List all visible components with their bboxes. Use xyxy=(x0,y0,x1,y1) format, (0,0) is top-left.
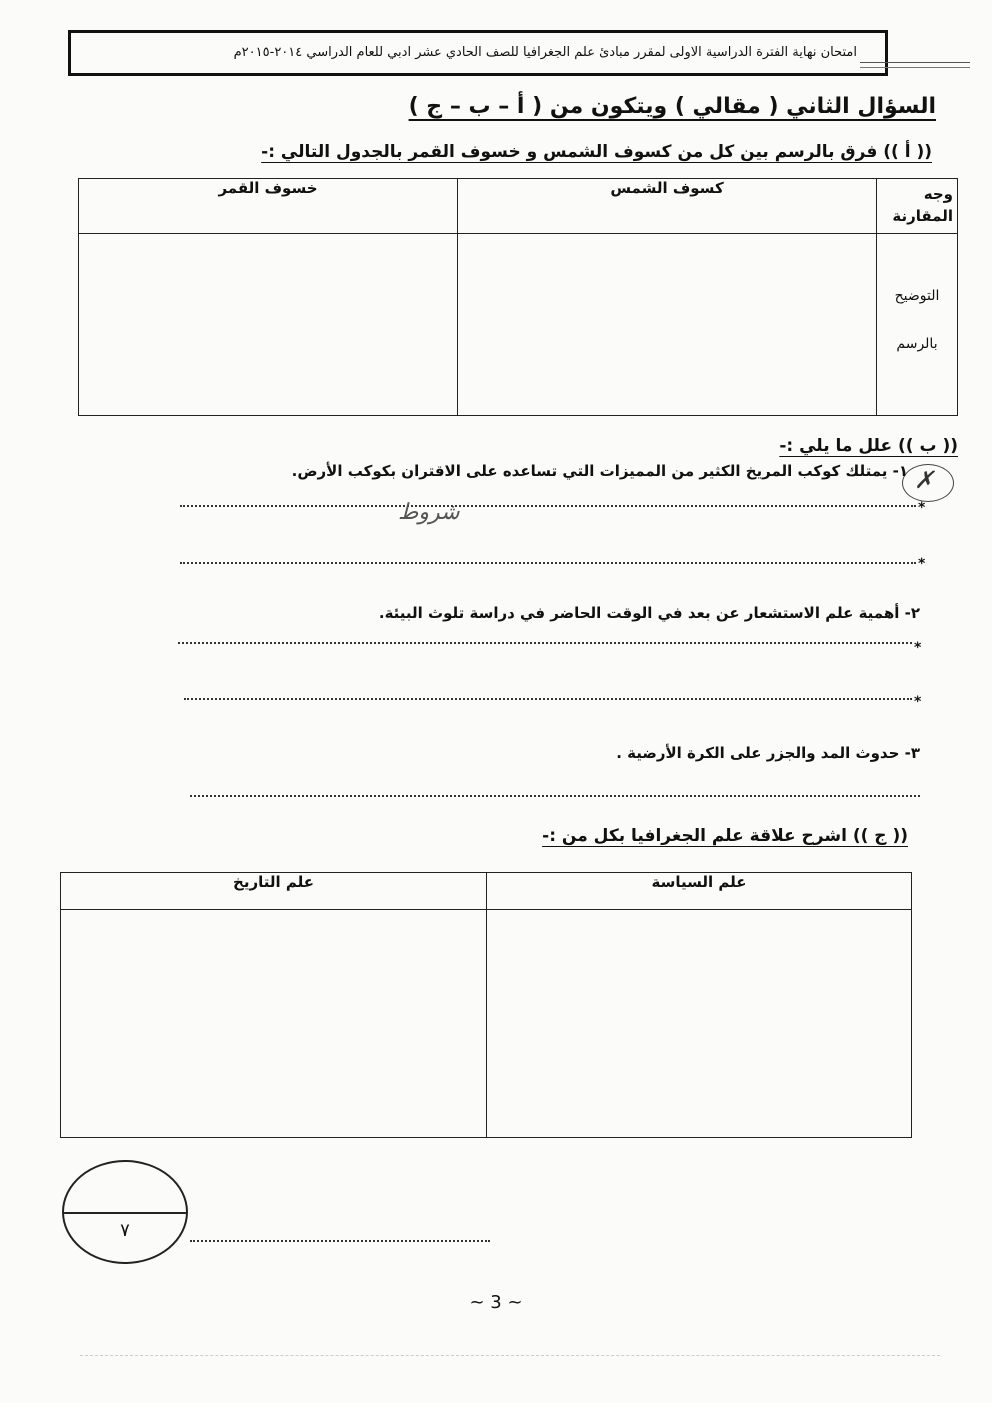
table-row xyxy=(79,234,958,416)
row-label-cell xyxy=(877,234,958,416)
question-item-2: ٢- أهمية علم الاستشعار عن بعد في الوقت الحاضر في دراسة تلوث البيئة. xyxy=(378,604,920,622)
score-value: ٧ xyxy=(120,1220,130,1241)
question-item-3: ٣- حدوث المد والجزر على الكرة الأرضية . xyxy=(616,744,920,762)
question-item-1: ١- يمتلك كوكب المريخ الكثير من المميزات التي تساعده على الاقتران بكوكب الأرض. xyxy=(291,462,908,480)
grader-note: شروط xyxy=(398,500,460,525)
row-label-line-1: التوضيح xyxy=(894,288,940,304)
bullet-star: * xyxy=(918,556,926,572)
eclipse-comparison-table xyxy=(78,178,958,416)
grader-check-icon: ✗ xyxy=(914,466,935,494)
header-strike-line xyxy=(860,62,970,63)
score-divider xyxy=(64,1212,186,1214)
lunar-eclipse-header: خسوف القمر xyxy=(79,179,458,234)
scan-noise-line xyxy=(80,1355,940,1356)
lunar-eclipse-answer-cell[interactable] xyxy=(79,234,458,416)
history-answer-cell[interactable] xyxy=(61,910,487,1138)
table-header-row xyxy=(79,179,958,234)
bullet-star: * xyxy=(918,500,926,516)
solar-eclipse-header: كسوف الشمس xyxy=(458,179,877,234)
bullet-star: * xyxy=(914,640,922,656)
section-b-title: (( ب )) علل ما يلي :- xyxy=(779,436,958,456)
table-row xyxy=(61,910,912,1138)
answer-line[interactable] xyxy=(184,698,912,700)
question-title: السؤال الثاني ( مقالي ) ويتكون من ( أ – ب – ج ) xyxy=(408,94,936,119)
page-number: ~ 3 ~ xyxy=(469,1292,523,1313)
score-circle xyxy=(62,1160,188,1264)
geography-relations-table xyxy=(60,872,912,1138)
table-header-row xyxy=(61,873,912,910)
exam-header-text: امتحان نهاية الفترة الدراسية الاولى لمقرر مبادئ علم الجغرافيا للصف الحادي عشر ادبي للعام الدراسي ٢٠١٤-٢٠١٥م xyxy=(233,45,857,60)
row-label-line-2: بالرسم xyxy=(896,336,938,352)
politics-header: علم السياسة xyxy=(487,873,912,910)
section-a-title: (( أ )) فرق بالرسم بين كل من كسوف الشمس و خسوف القمر بالجدول التالي :- xyxy=(261,142,932,162)
score-line[interactable] xyxy=(190,1240,490,1242)
exam-header xyxy=(68,30,888,76)
politics-answer-cell[interactable] xyxy=(487,910,912,1138)
answer-line[interactable] xyxy=(180,505,916,507)
history-header: علم التاريخ xyxy=(61,873,487,910)
solar-eclipse-answer-cell[interactable] xyxy=(458,234,877,416)
answer-line[interactable] xyxy=(190,795,920,797)
answer-line[interactable] xyxy=(178,642,912,644)
comparison-header: وجه المقارنة xyxy=(877,179,958,234)
answer-line[interactable] xyxy=(180,562,916,564)
header-strike-line xyxy=(860,67,970,68)
bullet-star: * xyxy=(914,694,922,710)
section-c-title: (( ج )) اشرح علاقة علم الجغرافيا بكل من :- xyxy=(542,826,908,846)
